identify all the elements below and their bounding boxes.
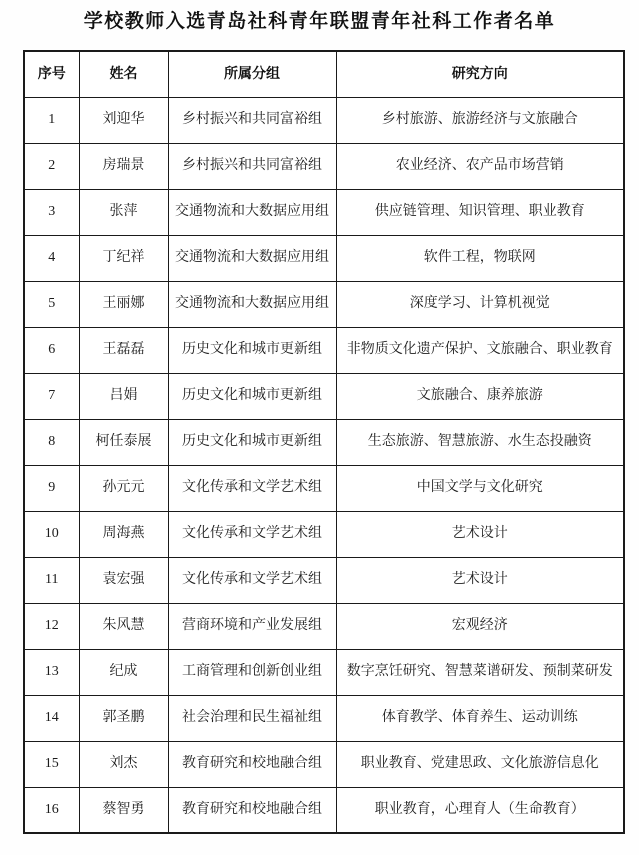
cell-name: 房瑞景 (79, 143, 168, 189)
cell-no: 3 (24, 189, 79, 235)
cell-no: 14 (24, 695, 79, 741)
cell-direction: 数字烹饪研究、智慧菜谱研发、预制菜研发 (336, 649, 624, 695)
col-header-no: 序号 (24, 51, 79, 97)
table-row (24, 649, 624, 695)
table-row (24, 787, 624, 833)
table-row (24, 373, 624, 419)
table-row (24, 235, 624, 281)
table-row (24, 511, 624, 557)
cell-name: 朱风慧 (79, 603, 168, 649)
table-row (24, 281, 624, 327)
cell-no: 5 (24, 281, 79, 327)
cell-direction: 供应链管理、知识管理、职业教育 (336, 189, 624, 235)
cell-no: 4 (24, 235, 79, 281)
table-row (24, 557, 624, 603)
table-row (24, 97, 624, 143)
cell-no: 1 (24, 97, 79, 143)
cell-group: 乡村振兴和共同富裕组 (168, 97, 336, 143)
cell-no: 6 (24, 327, 79, 373)
table-row (24, 143, 624, 189)
cell-direction: 艺术设计 (336, 511, 624, 557)
col-header-group: 所属分组 (168, 51, 336, 97)
cell-direction: 文旅融合、康养旅游 (336, 373, 624, 419)
table-row (24, 327, 624, 373)
cell-group: 教育研究和校地融合组 (168, 787, 336, 833)
cell-no: 13 (24, 649, 79, 695)
cell-group: 社会治理和民生福祉组 (168, 695, 336, 741)
cell-name: 丁纪祥 (79, 235, 168, 281)
col-header-name: 姓名 (79, 51, 168, 97)
cell-direction: 宏观经济 (336, 603, 624, 649)
cell-name: 刘杰 (79, 741, 168, 787)
cell-name: 纪成 (79, 649, 168, 695)
cell-group: 工商管理和创新创业组 (168, 649, 336, 695)
cell-no: 8 (24, 419, 79, 465)
cell-name: 蔡智勇 (79, 787, 168, 833)
cell-direction: 乡村旅游、旅游经济与文旅融合 (336, 97, 624, 143)
cell-group: 交通物流和大数据应用组 (168, 235, 336, 281)
cell-group: 营商环境和产业发展组 (168, 603, 336, 649)
col-header-direction: 研究方向 (336, 51, 624, 97)
cell-no: 15 (24, 741, 79, 787)
table-row (24, 603, 624, 649)
cell-no: 7 (24, 373, 79, 419)
cell-name: 孙元元 (79, 465, 168, 511)
cell-name: 柯任泰展 (79, 419, 168, 465)
cell-group: 交通物流和大数据应用组 (168, 281, 336, 327)
cell-direction: 生态旅游、智慧旅游、水生态投融资 (336, 419, 624, 465)
cell-group: 历史文化和城市更新组 (168, 327, 336, 373)
table-header-row (24, 51, 624, 97)
cell-name: 刘迎华 (79, 97, 168, 143)
cell-no: 9 (24, 465, 79, 511)
cell-group: 交通物流和大数据应用组 (168, 189, 336, 235)
cell-direction: 职业教育、党建思政、文化旅游信息化 (336, 741, 624, 787)
table-row (24, 695, 624, 741)
roster-table (23, 50, 625, 834)
cell-direction: 职业教育，心理育人（生命教育） (336, 787, 624, 833)
cell-name: 郭圣鹏 (79, 695, 168, 741)
cell-name: 张萍 (79, 189, 168, 235)
cell-group: 历史文化和城市更新组 (168, 419, 336, 465)
cell-direction: 农业经济、农产品市场营销 (336, 143, 624, 189)
cell-no: 16 (24, 787, 79, 833)
cell-no: 10 (24, 511, 79, 557)
cell-direction: 软件工程，物联网 (336, 235, 624, 281)
cell-group: 文化传承和文学艺术组 (168, 465, 336, 511)
page-title: 学校教师入选青岛社科青年联盟青年社科工作者名单 (83, 11, 556, 32)
cell-name: 王丽娜 (79, 281, 168, 327)
cell-no: 11 (24, 557, 79, 603)
table-row (24, 189, 624, 235)
table-row (24, 741, 624, 787)
cell-group: 教育研究和校地融合组 (168, 741, 336, 787)
cell-direction: 非物质文化遗产保护、文旅融合、职业教育 (336, 327, 624, 373)
cell-group: 文化传承和文学艺术组 (168, 557, 336, 603)
cell-name: 王磊磊 (79, 327, 168, 373)
cell-direction: 体育教学、体育养生、运动训练 (336, 695, 624, 741)
table-row (24, 419, 624, 465)
table-body (24, 97, 624, 833)
cell-direction: 深度学习、计算机视觉 (336, 281, 624, 327)
cell-direction: 中国文学与文化研究 (336, 465, 624, 511)
cell-name: 袁宏强 (79, 557, 168, 603)
cell-name: 吕娟 (79, 373, 168, 419)
cell-name: 周海燕 (79, 511, 168, 557)
cell-group: 文化传承和文学艺术组 (168, 511, 336, 557)
cell-no: 2 (24, 143, 79, 189)
table-row (24, 465, 624, 511)
cell-group: 历史文化和城市更新组 (168, 373, 336, 419)
cell-group: 乡村振兴和共同富裕组 (168, 143, 336, 189)
cell-direction: 艺术设计 (336, 557, 624, 603)
cell-no: 12 (24, 603, 79, 649)
